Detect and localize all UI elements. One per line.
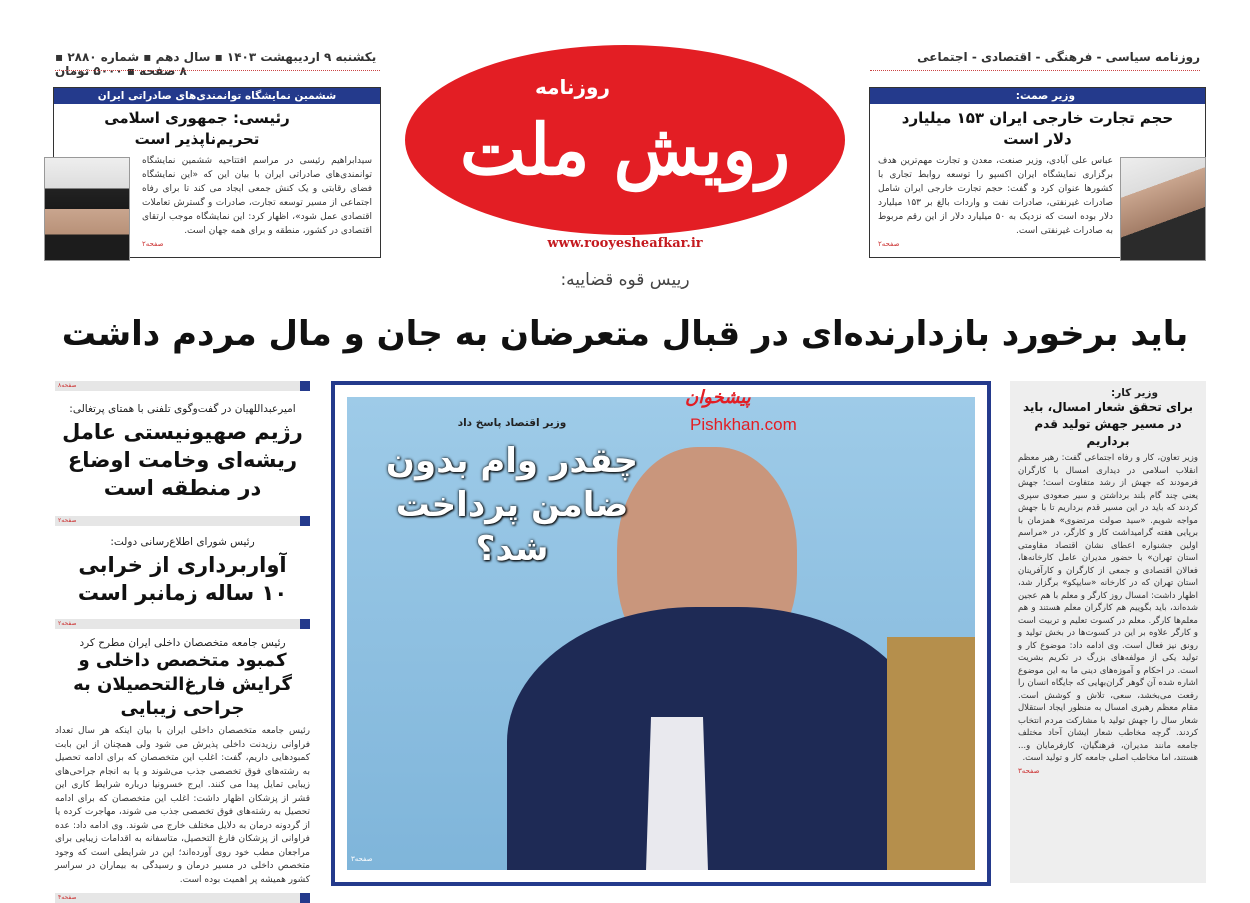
story-kicker: وزیر کار: — [1111, 387, 1158, 399]
minister-photo — [1120, 157, 1206, 261]
section-strip — [55, 893, 310, 903]
page-ref: صفحه۲ — [878, 240, 900, 248]
story-kicker: رئیس جامعه متخصصان داخلی ایران مطرح کرد — [79, 637, 286, 649]
issue-info-line: یکشنبه ۹ اردیبهشت ۱۴۰۳ ▪ سال دهم ▪ شماره ۲۸۸۰ ▪ ۸ صفحه ▪ ۵۰۰۰ تومان — [55, 50, 377, 78]
right-news-column — [1010, 381, 1206, 883]
raisi-photo — [44, 157, 130, 261]
page-ref: صفحه۴ — [58, 894, 77, 901]
story-body: وزیر تعاون، کار و رفاه اجتماعی گفت: رهبر معظم انقلاب اسلامی در دیداری امسال با کارگران فرمودند که جهش از رشد متفاوت است؛ جهش یعنی چند گام بلند برداشتن و سیر صعودی سپری کردند که باید در این مسیر قدم برداریم تا با جهش مواجه شویم. «سید صولت مرتضوی» همزمان با برپایی هفته گرامیداشت کار و کارگر، در «مراسم اولین جشنواره اعطای نشان اقتصاد مقاومتی استان تهران» با حضور مدیران عامل کارخانه‌ها، فعالان اقتصادی و جمعی از کارگران و کارآفرینان استان تهران که در کارخانه «سایپکو» برگزار شد، اظهار داشت: امسال روز کارگر و معلم با هم عجین شده‌اند، باید بگوییم هم کارگران معلم هستند و هم معلم‌ها کارگر. معلم در کسوت تعلیم و تربیت است و کارگر علاوه بر این در کسوت‌ها در بخش تولید و رونق نیز فعال است. وی ادامه داد: موضوع کار و تولید یکی از مولفه‌های بزرگ در تکریم بشریت است. در احکام و آموزه‌های دینی ما به این موضوع اشاره شده آن گوهر گران‌بهایی که جایگاه انسان را رفعت می‌بخشد، سعی، تلاش و کوشش است. مقام معظم رهبری امسال به منظور ایجاد استقلال شعار سال را جهش تولید با مشارکت مردم انتخاب کردند. گرچه مخاطب شعار ایشان آحاد مختلف جامعه مانند مدیران، فرهنگیان، کارفرمایان و... هستند، اما مخاطب اصلی جامعه کار و تولید است. — [1018, 453, 1198, 763]
page-ref: صفحه۳ — [351, 855, 373, 863]
logo-title: رویش ملت — [459, 108, 791, 191]
chair — [887, 637, 975, 870]
main-headline[interactable]: باید برخورد بازدارنده‌ای در قبال متعرضان به جان و مال مردم داشت — [61, 314, 1189, 354]
watermark-url: Pishkhan.com — [690, 415, 797, 434]
minister-suit — [507, 607, 927, 870]
story-body: رئیس جامعه متخصصان داخلی ایران با بیان اینکه هر سال تعداد فراوانی رزیدنت داخلی پذیرش می شود ولی همچنان از این بابت کمبودهایی داریم، گفت: اغلب این متخصصان که برای ادامه تحصیل به رشته‌های فوق تخصصی جذب می‌شوند و یا به انجام جراحی‌های زیبایی تمایل پیدا می کنند. ایرج خسرونیا درباره شرایط کاری این قشر از پزشکان اظهار داشت: اغلب این متخصصان که برای ادامه تحصیل به رشته‌های فوق تخصصی جذب می شوند، مهاجرت کرده یا از گردونه درمان به دلایل مختلف خارج می شوند. وی ادامه داد: عده فراوانی از پزشکان فارغ التحصیل، متاسفانه به اقدامات زیبایی برای مراجعان مطب خود روی آورده‌اند؛ این در شرایطی است که وجود متخصص داخلی در مسیر درمان و رسیدگی به بیماران در سراسر کشور همیشه پر اهمیت بوده است. — [55, 726, 310, 885]
newspaper-tagline: روزنامه سیاسی - فرهنگی - اقتصادی - اجتماعی — [917, 50, 1200, 64]
story-headline[interactable]: رئیسی: جمهوری اسلامی تحریم‌ناپذیر است — [104, 109, 290, 148]
story-headline[interactable]: رژیم صهیونیستی عامل ریشه‌ای وخامت اوضاع در منطقه است — [62, 420, 303, 500]
story-headline[interactable]: آواربرداری از خرابی ۱۰ ساله زمانبر است — [77, 553, 288, 605]
page-ref: صفحه۲ — [142, 240, 164, 248]
story-headline[interactable]: حجم تجارت خارجی ایران ۱۵۳ میلیارد دلار است — [901, 109, 1174, 148]
watermark-logo: پیشخوان — [685, 387, 751, 408]
section-strip — [55, 516, 310, 526]
story-band: ششمین نمایشگاه توانمندی‌های صادراتی ایران — [54, 88, 380, 104]
page-ref: صفحه۲ — [58, 620, 77, 627]
photo-headline[interactable]: چقدر وام بدون ضامن پرداخت شد؟ — [385, 441, 639, 569]
section-strip — [55, 619, 310, 629]
page-ref: صفحه۸ — [58, 382, 77, 389]
main-kicker: رییس قوه قضاییه: — [560, 270, 690, 290]
newspaper-logo[interactable] — [405, 45, 845, 235]
story-headline[interactable]: برای تحقق شعار امسال، باید در مسیر جهش تولید قدم برداریم — [1022, 400, 1194, 448]
photo-kicker: وزیر اقتصاد پاسخ داد — [457, 417, 567, 429]
divider — [55, 70, 380, 71]
logo-subtitle: روزنامه — [535, 75, 610, 99]
story-kicker: رئیس شورای اطلاع‌رسانی دولت: — [110, 536, 255, 548]
story-band: وزیر صمت: — [870, 88, 1205, 104]
story-body: عباس علی آبادی، وزیر صنعت، معدن و تجارت مهم‌ترین هدف برگزاری نمایشگاه ایران اکسپو را توسعه روابط تجاری با کشورها عنوان کرد و گفت: حجم تجارت خارجی ایران شامل صادرات غیرنفتی، صادرات نفت و واردات بالغ بر ۱۵۳ میلیارد دلار بوده است که نزدیک به ۵۰ میلیارد دلار از این رقم مربوط به صادرات غیرنفتی است. — [878, 156, 1113, 236]
page-ref: صفحه۳ — [1018, 766, 1040, 775]
divider — [870, 70, 1200, 71]
photo-story-frame[interactable] — [331, 381, 991, 886]
story-body: سیدابراهیم رئیسی در مراسم افتتاحیه ششمین نمایشگاه توانمندی‌های صادراتی ایران با بیان این که «این نمایشگاه فضای رقابتی و یک کنش جمعی ایجاد می کند تا برای رفاه اجتماعی از مسیر توسعه تجارت، صادرات و گسترش تعاملات اقتصادی عمل شود»، اظهار کرد: این نمایشگاه موجب ارتقای اقتصادی در کشور، منطقه و برای همه جهان است. — [142, 156, 372, 236]
website-link[interactable]: www.rooyesheafkar.ir — [547, 236, 703, 251]
section-strip — [55, 381, 310, 391]
photo-story-image — [347, 397, 975, 870]
story-headline[interactable]: کمبود متخصص داخلی و گرایش فارغ‌التحصیلان به جراحی زیبایی — [73, 650, 292, 719]
left-news-column — [55, 381, 310, 903]
story-kicker: امیرعبداللهیان در گفت‌وگوی تلفنی با همتای پرتغالی: — [69, 403, 296, 415]
page-ref: صفحه۲ — [58, 517, 77, 524]
